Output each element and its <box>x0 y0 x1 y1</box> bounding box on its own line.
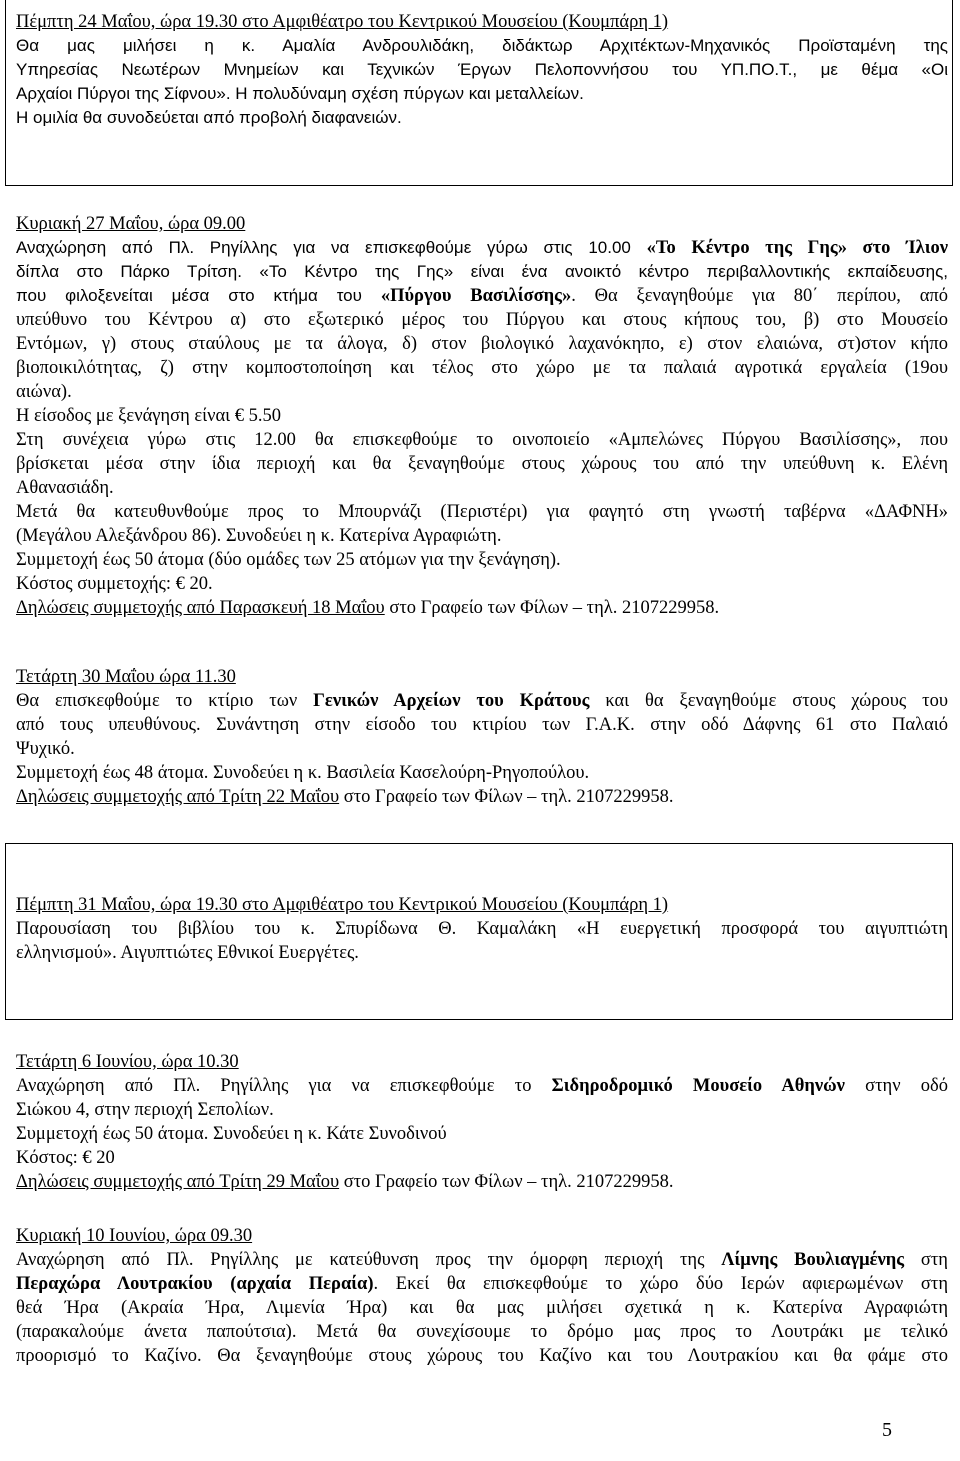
event-6-line: Αναχώρηση από Πλ. Ρηγίλλης με κατεύθυνση προς την όμορφη περιοχή της Λίμνης Βουλιαγμένης στη <box>16 1250 948 1270</box>
event-5-line: Κόστος: € 20 <box>16 1148 115 1168</box>
event-2-line: Εντόμων, γ) στους σταύλους με τα άλογα, δ) στον βιολογικό λαχανόκηπο, ε) στον ελαιώνα, στ)στον κήπο <box>16 334 948 354</box>
event-6-heading: Κυριακή 10 Ιουνίου, ώρα 09.30 <box>16 1226 253 1246</box>
event-6-line: προορισμό το Καζίνο. Θα ξεναγηθούμε στους χώρους του Καζίνο και του Λουτρακίου και θα φάμε στο <box>16 1346 948 1366</box>
event-2-line: Συμμετοχή έως 50 άτομα (δύο ομάδες των 25 ατόμων για την ξενάγηση). <box>16 550 561 570</box>
event-5-heading: Τετάρτη 6 Ιουνίου, ώρα 10.30 <box>16 1052 239 1072</box>
event-2-line: (Μεγάλου Αλεξάνδρου 86). Συνοδεύει η κ. Κατερίνα Αγραφιώτη. <box>16 526 502 546</box>
event-1-line: Η ομιλία θα συνοδεύεται από προβολή διαφανειών. <box>16 108 402 127</box>
event-3-line: από τους υπευθύνους. Συνάντηση στην είσοδο του κτιρίου των Γ.Α.Κ. στην οδό Δάφνης 61 στο Παλαιό <box>16 715 948 735</box>
event-4-line: ελληνισμού». Αιγυπτιώτες Εθνικοί Ευεργέτες. <box>16 943 359 963</box>
event-5-line: Αναχώρηση από Πλ. Ρηγίλλης για να επισκεφθούμε το Σιδηροδρομικό Μουσείο Αθηνών στην οδό <box>16 1076 948 1096</box>
event-1-line: Θα μας μιλήσει η κ. Αμαλία Ανδρουλιδάκη, διδάκτωρ Αρχιτέκτων-Μηχανικός Προϊσταμένη της <box>16 36 948 55</box>
event-4 <box>16 893 948 965</box>
event-2-line: Η είσοδος με ξενάγηση είναι € 5.50 <box>16 406 282 426</box>
event-4-heading: Πέμπτη 31 Μαΐου, ώρα 19.30 στο Αμφιθέατρο του Κεντρικού Μουσείου (Κουμπάρη 1) <box>16 895 669 915</box>
event-4-line: Παρουσίαση του βιβλίου του κ. Σπυρίδωνα Θ. Καμαλάκη «Η ευεργετική προσφορά του αιγυπτιώτη <box>16 919 948 939</box>
event-6-line: Περαχώρα Λουτρακίου (αρχαία Περαία). Εκεί θα επισκεφθούμε το χώρο δύο Ιερών αφιερωμένων στη <box>16 1274 949 1294</box>
event-5-line: Δηλώσεις συμμετοχής από Τρίτη 29 Μαΐου στο Γραφείο των Φίλων – τηλ. 2107229958. <box>16 1172 674 1192</box>
event-1-line: Υπηρεσίας Νεωτέρων Μνημείων και Τεχνικών Έργων Πελοποννήσου του ΥΠ.ΠΟ.Τ., με θέμα «Οι <box>16 60 948 79</box>
event-2-line: Μετά θα κατευθυνθούμε προς το Μπουρνάζι (Περιστέρι) για φαγητό στη γνωστή ταβέρνα «ΔΑΦΝΗ» <box>16 502 948 522</box>
event-2-line: Κόστος συμμετοχής: € 20. <box>16 574 213 594</box>
event-2-line: δίπλα στο Πάρκο Τρίτση. «Το Κέντρο της Γης» είναι ένα ανοικτό κέντρο περιβαλλοντικής εκπαίδευσης, <box>16 262 948 281</box>
event-3-line: Δηλώσεις συμμετοχής από Τρίτη 22 Μαΐου στο Γραφείο των Φίλων – τηλ. 2107229958. <box>16 787 674 807</box>
event-3-heading: Τετάρτη 30 Μαΐου ώρα 11.30 <box>16 667 236 687</box>
event-6-line: θεά Ήρα (Ακραία Ήρα, Λιμενία Ήρα) και θα μας μιλήσει σχετικά η κ. Κατερίνα Αγραφιώτη <box>16 1298 948 1318</box>
event-2-line: Αθανασιάδη. <box>16 478 114 498</box>
event-2-heading: Κυριακή 27 Μαΐου, ώρα 09.00 <box>16 214 246 234</box>
event-5-line: Συμμετοχή έως 50 άτομα. Συνοδεύει η κ. Κάτε Συνοδινού <box>16 1124 447 1144</box>
event-1 <box>16 10 948 130</box>
event-5 <box>16 1050 948 1194</box>
event-2-line: Δηλώσεις συμμετοχής από Παρασκευή 18 Μαΐου στο Γραφείο των Φίλων – τηλ. 2107229958. <box>16 598 720 618</box>
event-3-line: Ψυχικό. <box>16 739 75 759</box>
event-2-line: υπεύθυνο του Κέντρου α) στο εξωτερικό μέρος του Πύργου και στους κήπους του, β) στο Μουσείο <box>16 310 948 330</box>
event-6-line: (παρακαλούμε άνετα παπούτσια). Μετά θα συνεχίσουμε το δρόμο μας προς το Λουτράκι με τελικό <box>16 1322 948 1342</box>
event-1-line: Αρχαίοι Πύργοι της Σίφνου». Η πολυδύναμη σχέση πύργων και μεταλλείων. <box>16 84 584 103</box>
event-2-line: Στη συνέχεια γύρω στις 12.00 θα επισκεφθούμε το οινοποιείο «Αμπελώνες Πύργου Βασιλίσσης», που <box>16 430 948 450</box>
event-2 <box>16 212 948 620</box>
event-6 <box>16 1224 948 1368</box>
event-3 <box>16 665 948 809</box>
event-2-line: Αναχώρηση από Πλ. Ρηγίλλης για να επισκεφθούμε γύρω στις 10.00 «Το Κέντρο της Γης» στο Ίλιον <box>16 238 948 258</box>
event-3-line: Συμμετοχή έως 48 άτομα. Συνοδεύει η κ. Βασιλεία Κασελούρη-Ρηγοπούλου. <box>16 763 590 783</box>
event-2-line: βρίσκεται μέσα στην ίδια περιοχή και θα ξεναγηθούμε στους χώρους του από την υπεύθυνη κ. Ελένη <box>16 454 948 474</box>
event-2-line: αιώνα). <box>16 382 72 402</box>
event-1-heading: Πέμπτη 24 Μαΐου, ώρα 19.30 στο Αμφιθέατρο του Κεντρικού Μουσείου (Κουμπάρη 1) <box>16 12 669 32</box>
event-3-line: Θα επισκεφθούμε το κτίριο των Γενικών Αρχείων του Κράτους και θα ξεναγηθούμε στους χώρους του <box>16 691 948 711</box>
event-5-line: Σιώκου 4, στην περιοχή Σεπολίων. <box>16 1100 274 1120</box>
event-2-line: βιοποικιλότητας, ζ) στην κομποστοποίηση και τέλος στο χώρο με τα παλαιά αγροτικά εργαλεία (19ου <box>16 358 948 378</box>
event-2-line: που φιλοξενείται μέσα στο κτήμα του «Πύργου Βασιλίσσης». Θα ξεναγηθούμε για 80΄ περίπου, από <box>16 286 948 306</box>
page-number: 5 <box>882 1419 892 1441</box>
